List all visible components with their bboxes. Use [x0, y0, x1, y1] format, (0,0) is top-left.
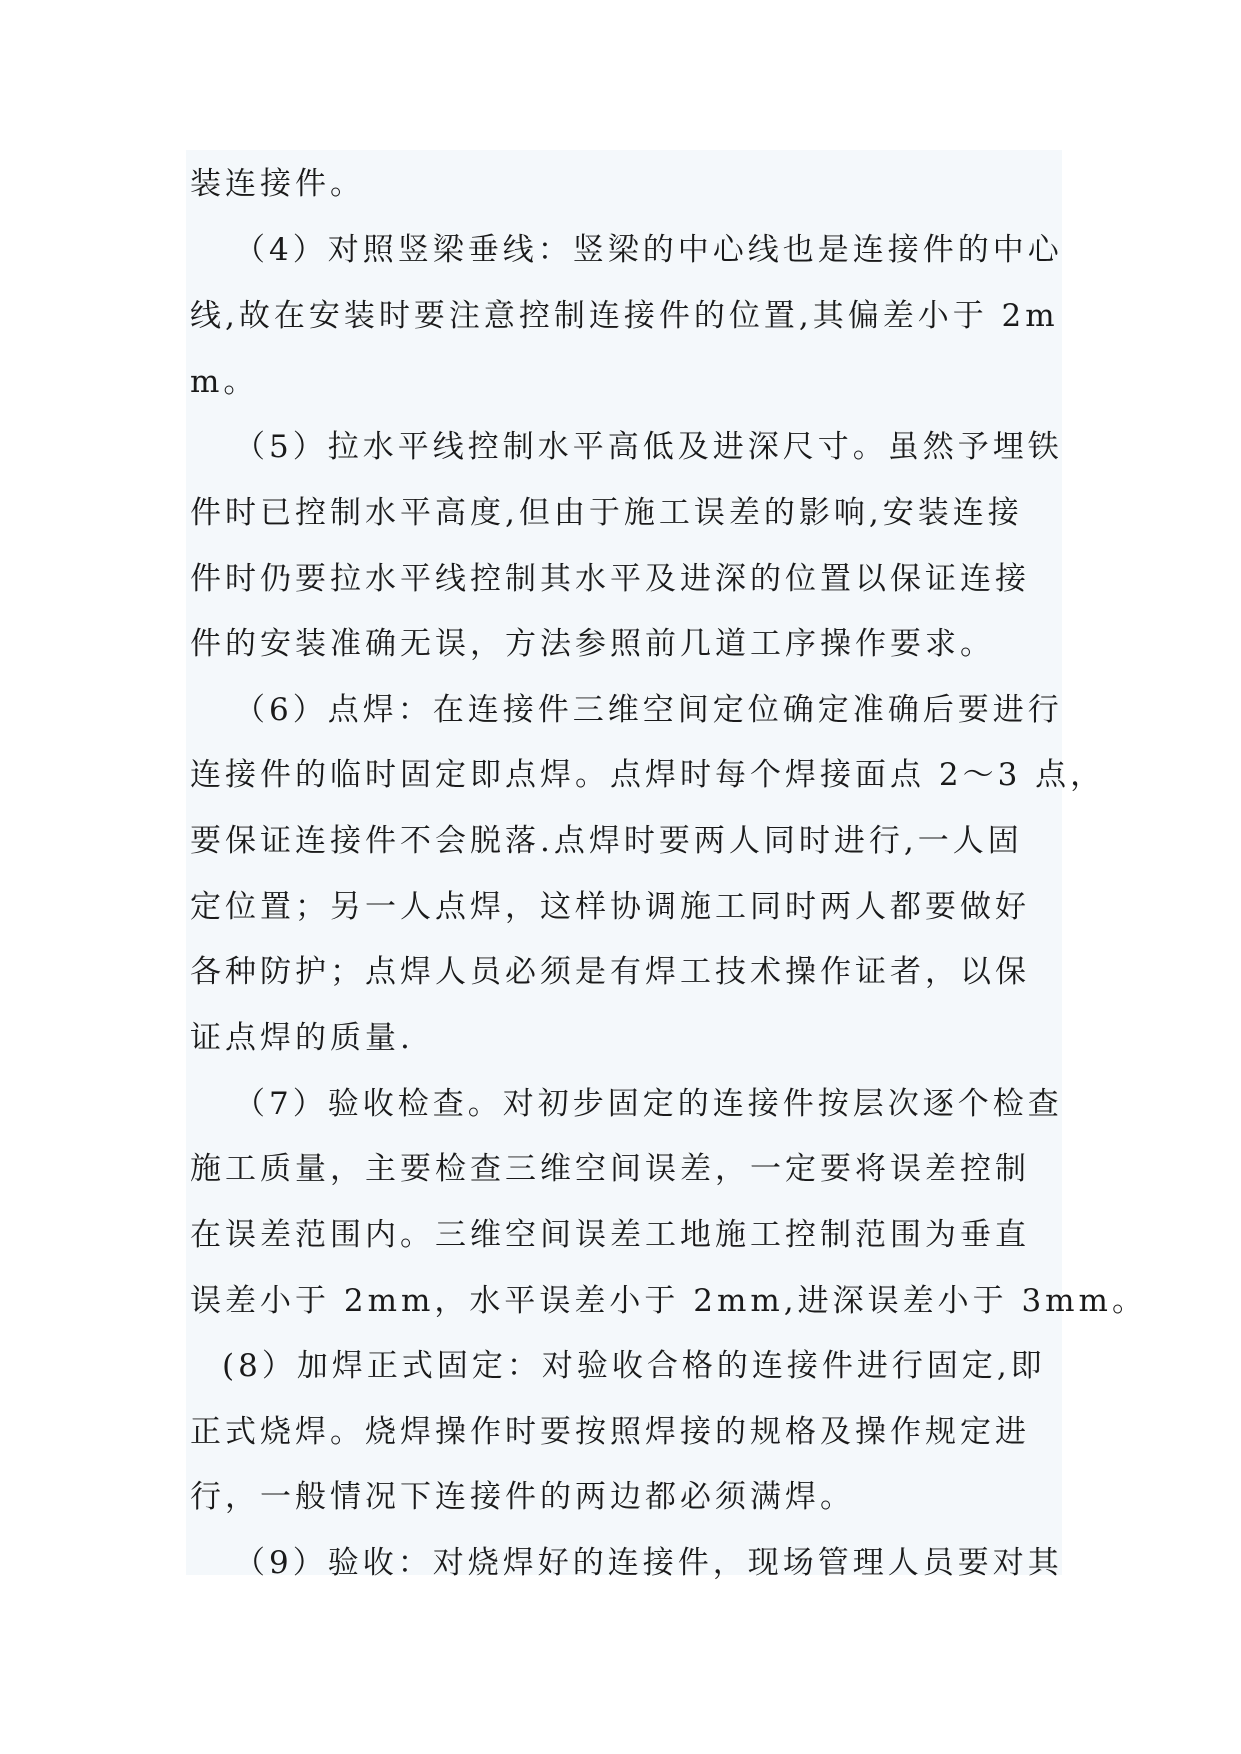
text-line: m。 — [190, 364, 259, 400]
text-line: 件时已控制水平高度,但由于施工误差的影响,安装连接 — [190, 495, 1023, 531]
text-line: 件时仍要拉水平线控制其水平及进深的位置以保证连接 — [190, 561, 1030, 597]
document-text-block — [186, 150, 1147, 1581]
text-line: 各种防护；点焊人员必须是有焊工技术操作证者，以保 — [190, 954, 1030, 990]
text-line: 定位置；另一人点焊，这样协调施工同时两人都要做好 — [190, 889, 1030, 925]
text-line: 误差小于 2mm，水平误差小于 2mm,进深误差小于 3mm。 — [190, 1283, 1147, 1319]
paragraph-5-line: （5）拉水平线控制水平高低及进深尺寸。虽然予埋铁 — [234, 429, 1063, 465]
text-line: 证点焊的质量. — [190, 1020, 414, 1056]
text-line: 件的安装准确无误，方法参照前几道工序操作要求。 — [190, 626, 995, 662]
text-line: 装连接件。 — [190, 166, 365, 202]
paragraph-9-line: （9）验收：对烧焊好的连接件，现场管理人员要对其 — [234, 1545, 1063, 1581]
paragraph-6-line: （6）点焊：在连接件三维空间定位确定准确后要进行 — [234, 692, 1063, 728]
text-line: 行，一般情况下连接件的两边都必须满焊。 — [190, 1479, 855, 1515]
paragraph-8-line: (8）加焊正式固定：对验收合格的连接件进行固定,即 — [222, 1348, 1046, 1384]
text-line: 线,故在安装时要注意控制连接件的位置,其偏差小于 2m — [190, 298, 1059, 334]
text-line: 在误差范围内。三维空间误差工地施工控制范围为垂直 — [190, 1217, 1030, 1253]
text-line: 要保证连接件不会脱落.点焊时要两人同时进行,一人固 — [190, 823, 1023, 859]
text-line: 施工质量，主要检查三维空间误差，一定要将误差控制 — [190, 1151, 1030, 1187]
text-line: 正式烧焊。烧焊操作时要按照焊接的规格及操作规定进 — [190, 1414, 1030, 1450]
paragraph-4-line: （4）对照竖梁垂线：竖梁的中心线也是连接件的中心 — [234, 232, 1063, 268]
paragraph-7-line: （7）验收检查。对初步固定的连接件按层次逐个检查 — [234, 1086, 1063, 1122]
text-line: 连接件的临时固定即点焊。点焊时每个焊接面点 2～3 点， — [190, 757, 1106, 793]
